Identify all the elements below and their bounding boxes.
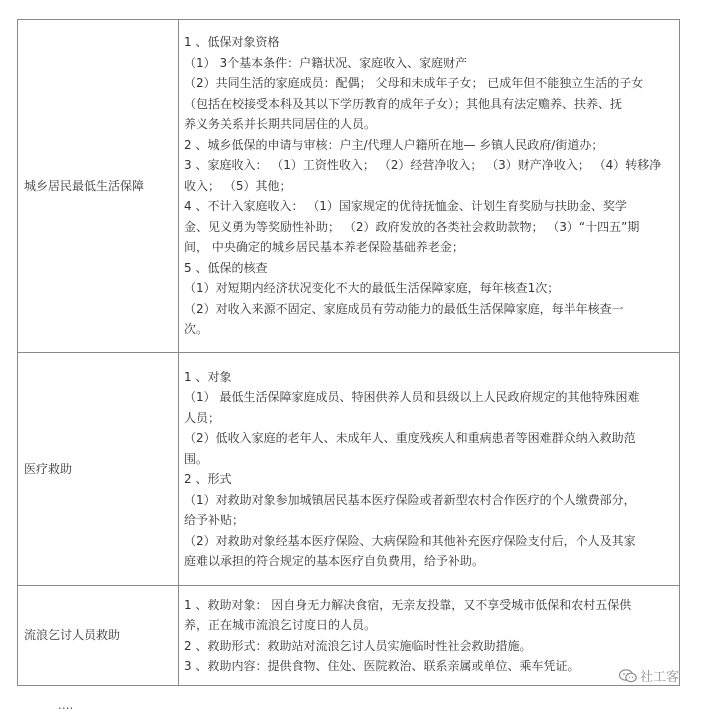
policy-table: [17, 19, 680, 686]
content-line: 5 、低保的核查: [184, 260, 268, 275]
content-line: 2 、形式: [184, 472, 232, 486]
table-row: [18, 586, 680, 686]
content-line: 庭难以承担的符合规定的基本医疗自负费用，给予补助。: [184, 554, 485, 568]
content-cell: [179, 20, 680, 353]
table-row: [18, 353, 680, 586]
content-line: 次。: [184, 322, 209, 337]
content-line: 3 、家庭收入： （1）工资性收入； （2）经营净收入； （3）财产净收入； （4）转移净: [184, 158, 662, 173]
category-cell: 医疗救助: [18, 353, 179, 586]
content-line: （1）对救助对象参加城镇居民基本医疗保险或者新型农村合作医疗的个人缴费部分，: [184, 492, 636, 507]
content-line: 养，正在城市流浪乞讨度日的人员。: [184, 618, 377, 632]
category-cell: 城乡居民最低生活保障: [18, 20, 179, 353]
content-line: （1）对短期内经济状况变化不大的最低生活保障家庭，每年核查1次；: [184, 281, 560, 296]
content-line: （2）对收入来源不固定、家庭成员有劳动能力的最低生活保障家庭，每半年核查一: [184, 301, 624, 316]
content-line: 间， 中央确定的城乡居民基本养老保险基础养老金；: [184, 240, 464, 255]
content-line: 2 、救助形式：救助站对流浪乞讨人员实施临时性社会救助措施。: [184, 638, 532, 653]
content-line: 人员；: [184, 410, 221, 425]
content-line: 围。: [184, 451, 209, 466]
content-line: 给予补贴；: [184, 513, 245, 527]
wechat-icon: [619, 669, 637, 683]
content-line: 3 、救助内容：提供食物、住处、医院救治、联系亲属或单位、乘车凭证。: [184, 659, 580, 673]
watermark: [619, 666, 679, 685]
category-cell: 流浪乞讨人员救助: [18, 586, 179, 686]
content-line: 收入； （5）其他；: [184, 178, 292, 193]
cut-off-text: ....: [58, 698, 74, 712]
content-line: 金、见义勇为等奖励性补助； （2）政府发放的各类社会救助款物； （3）“十四五”期: [184, 219, 640, 234]
content-line: （1） 3个基本条件：户籍状况、家庭收入、家庭财产: [184, 55, 468, 70]
content-line: 1 、低保对象资格: [184, 35, 280, 50]
content-cell: [179, 586, 680, 686]
content-line: （1） 最低生活保障家庭成员、特困供养人员和县级以上人民政府规定的其他特殊困难: [184, 390, 640, 404]
table-row: [18, 20, 680, 353]
content-line: 4 、不计入家庭收入： （1）国家规定的优待抚恤金、计划生育奖励与扶助金、奖学: [184, 199, 627, 214]
content-line: 养义务关系并长期共同居住的人员。: [184, 117, 377, 132]
content-line: （2）对救助对象经基本医疗保险、大病保险和其他补充医疗保险支付后，个人及其家: [184, 533, 636, 548]
content-cell: [179, 353, 680, 586]
content-line: 1 、对象: [184, 369, 232, 384]
watermark-text: 社工客: [639, 670, 679, 685]
content-line: 1 、救助对象： 因自身无力解决食宿，无亲友投靠，又不享受城市低保和农村五保供: [184, 597, 632, 612]
content-line: （2）低收入家庭的老年人、未成年人、重度残疾人和重病患者等困难群众纳入救助范: [184, 431, 636, 445]
content-line: （2）共同生活的家庭成员：配偶； 父母和未成年子女； 已成年但不能独立生活的子女: [184, 76, 644, 91]
content-line: 2 、城乡低保的申请与审核：户主/代理人户籍所在地— 乡镇人民政府/街道办；: [184, 137, 604, 152]
content-line: （包括在校接受本科及其以下学历教育的成年子女）；其他具有法定赡养、扶养、抚: [184, 96, 623, 111]
